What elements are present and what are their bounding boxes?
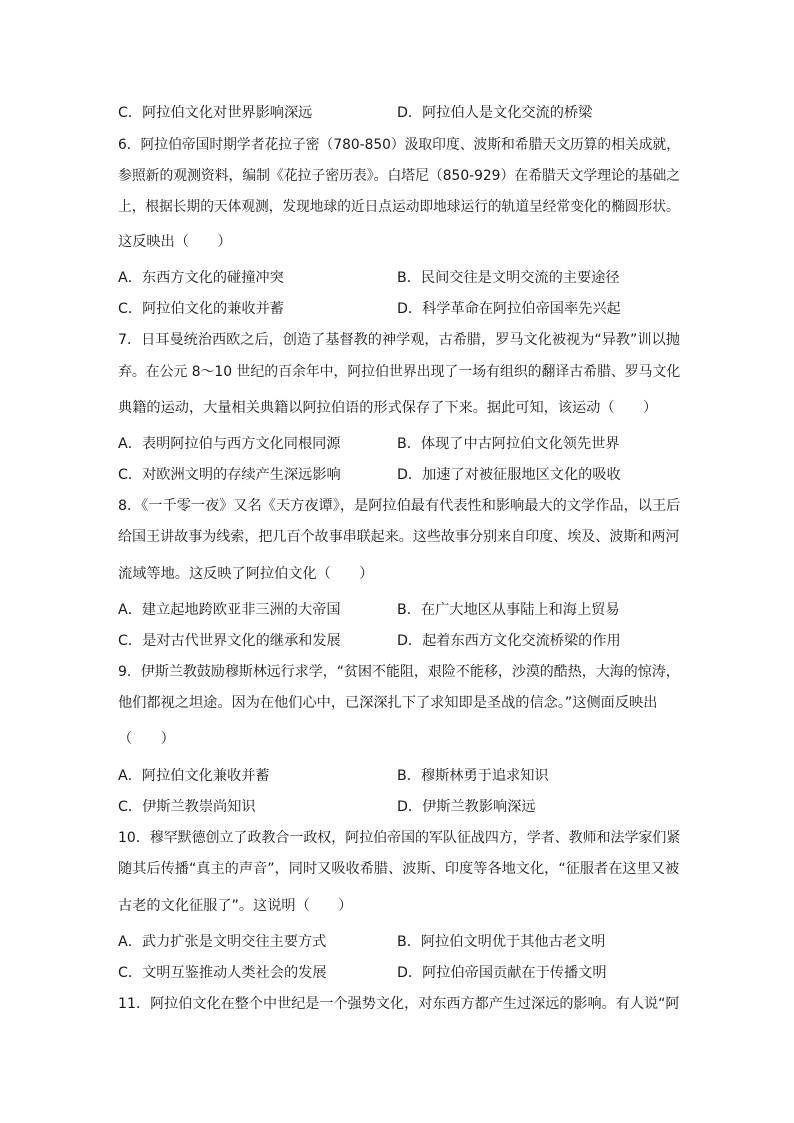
q10-option-d[interactable]: D．阿拉伯帝国贡献在于传播文明 bbox=[397, 965, 607, 981]
q6-stem-line-1: 6．阿拉伯帝国时期学者花拉子密（780-850）汲取印度、波斯和希腊天文历算的相关成就， bbox=[118, 137, 681, 153]
q6-stem-line-2: 参照新的观测资料，编制《花拉子密历表》。白塔尼（850-929）在希腊天文学理论的基础之 bbox=[118, 168, 681, 184]
q10-option-c[interactable]: C．文明互鉴推动人类社会的发展 bbox=[118, 965, 327, 981]
q10-option-b[interactable]: B．阿拉伯文明优于其他古老文明 bbox=[397, 934, 606, 950]
q7-option-d[interactable]: D．加速了对被征服地区文化的吸收 bbox=[397, 467, 621, 483]
q9-stem-line-3: （ ） bbox=[118, 731, 175, 747]
q7-stem-line-1: 7．日耳曼统治西欧之后，创造了基督教的神学观，古希腊，罗马文化被视为“异教”训以抛 bbox=[118, 332, 680, 348]
q8-option-d[interactable]: D．起着东西方文化交流桥梁的作用 bbox=[397, 633, 621, 649]
q6-stem-line-3: 上，根据长期的天体观测，发现地球的近日点运动即地球运行的轨道呈经常变化的椭圆形状。 bbox=[118, 199, 680, 215]
q9-stem-line-2: 他们都视之坦途。因为在他们心中，已深深扎下了求知即是圣战的信念。”这侧面反映出 bbox=[118, 695, 658, 711]
q10-stem-line-2: 随其后传播“真主的声音”，同时又吸收希腊、波斯、印度等各地文化，“征服者在这里又被 bbox=[118, 861, 680, 877]
q10-option-a[interactable]: A．武力扩张是文明交往主要方式 bbox=[118, 934, 327, 950]
q6-stem-line-4: 这反映出（ ） bbox=[118, 234, 232, 250]
q6-option-a[interactable]: A．东西方文化的碰撞冲突 bbox=[118, 270, 284, 286]
q9-stem-line-1: 9．伊斯兰教鼓励穆斯林远行求学，“贫困不能阻，艰险不能移，沙漠的酷热，大海的惊涛， bbox=[118, 664, 680, 680]
q9-option-a[interactable]: A．阿拉伯文化兼收并蓄 bbox=[118, 768, 270, 784]
q6-option-b[interactable]: B．民间交往是文明交流的主要途径 bbox=[397, 270, 620, 286]
q7-stem-line-2: 弃。在公元 8～10 世纪的百余年中，阿拉伯世界出现了一场有组织的翻译古希腊、罗马文化 bbox=[118, 364, 681, 380]
q11-stem-line-1: 11．阿拉伯文化在整个中世纪是一个强势文化，对东西方都产生过深远的影响。有人说“阿 bbox=[118, 996, 680, 1012]
q5-option-d[interactable]: D．阿拉伯人是文化交流的桥梁 bbox=[397, 105, 593, 121]
q8-option-c[interactable]: C．是对古代世界文化的继承和发展 bbox=[118, 633, 341, 649]
q7-option-a[interactable]: A．表明阿拉伯与西方文化同根同源 bbox=[118, 436, 341, 452]
q8-stem-line-1: 8．《一千零一夜》又名《天方夜谭》，是阿拉伯最有代表性和影响最大的文学作品，以王后 bbox=[118, 498, 681, 514]
q7-option-b[interactable]: B．体现了中古阿拉伯文化领先世界 bbox=[397, 436, 620, 452]
q6-option-c[interactable]: C．阿拉伯文化的兼收并蓄 bbox=[118, 301, 284, 317]
q9-option-d[interactable]: D．伊斯兰教影响深远 bbox=[397, 799, 536, 815]
q8-stem-line-2: 给国王讲故事为线索，把几百个故事串联起来。这些故事分别来自印度、埃及、波斯和两河 bbox=[118, 529, 680, 545]
q10-stem-line-3: 古老的文化征服了”。这说明（ ） bbox=[118, 898, 353, 914]
q6-option-d[interactable]: D．科学革命在阿拉伯帝国率先兴起 bbox=[397, 301, 621, 317]
q8-stem-line-3: 流域等地。这反映了阿拉伯文化（ ） bbox=[118, 566, 374, 582]
q8-option-a[interactable]: A．建立起地跨欧亚非三洲的大帝国 bbox=[118, 602, 341, 618]
q5-option-c[interactable]: C．阿拉伯文化对世界影响深远 bbox=[118, 105, 313, 121]
q7-option-c[interactable]: C．对欧洲文明的存续产生深远影响 bbox=[118, 467, 341, 483]
q10-stem-line-1: 10．穆罕默德创立了政教合一政权，阿拉伯帝国的军队征战四方，学者、教师和法学家们紧 bbox=[118, 830, 681, 846]
q9-option-c[interactable]: C．伊斯兰教崇尚知识 bbox=[118, 799, 256, 815]
q7-stem-line-3: 典籍的运动，大量相关典籍以阿拉伯语的形式保存了下来。据此可知，该运动（ ） bbox=[118, 400, 658, 416]
q8-option-b[interactable]: B．在广大地区从事陆上和海上贸易 bbox=[397, 602, 620, 618]
q9-option-b[interactable]: B．穆斯林勇于追求知识 bbox=[397, 768, 549, 784]
